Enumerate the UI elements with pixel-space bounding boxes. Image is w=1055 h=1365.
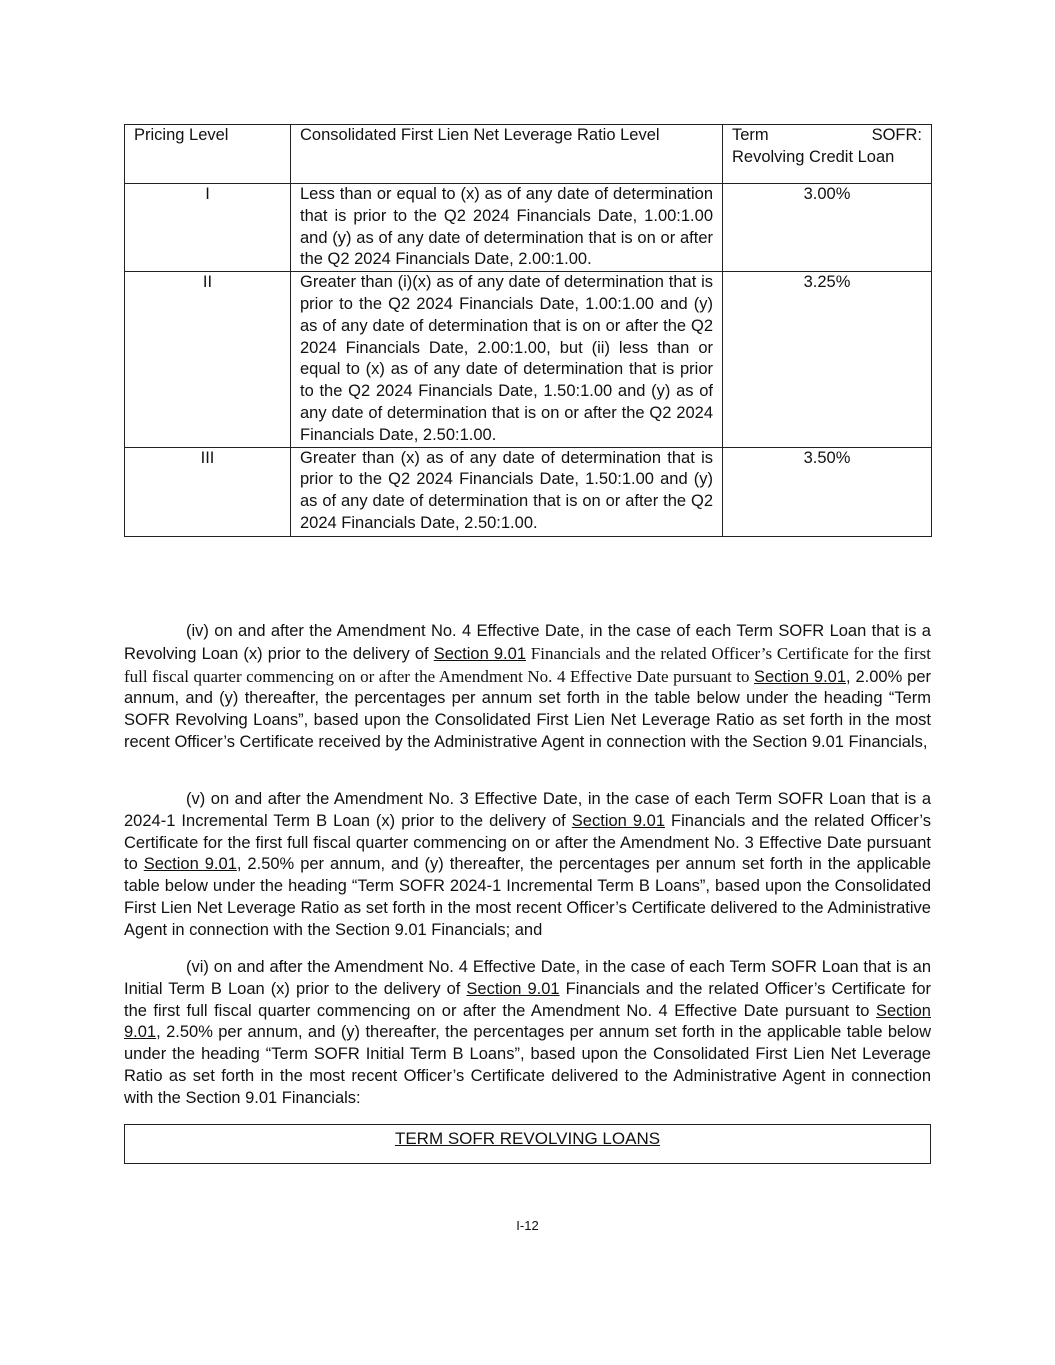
rate-cell: 3.25% [723, 272, 932, 447]
section-heading: TERM SOFR REVOLVING LOANS [394, 1129, 661, 1148]
ratio-description-cell: Less than or equal to (x) as of any date of determination that is prior to the Q2 2024 Financials Date, 1.00:1.00 and (y) as of any date of determination that is on or after the Q2 2024 Financials Date, 2.00:1.00. [291, 184, 723, 272]
section-9-01-link[interactable]: Section 9.01 [466, 979, 560, 998]
paragraph-iv [124, 621, 931, 754]
ratio-description-cell: Greater than (i)(x) as of any date of determination that is prior to the Q2 2024 Financials Date, 1.00:1.00 and (y) as of any date of determination that is on or after the Q2 2024 Financials Date, 2.00:1.00, but (ii) less than or equal to (x) as of any date of determination that is prior to the Q2 2024 Financials Date, 1.50:1.00 and (y) as of any date of determination that is on or after the Q2 2024 Financials Date, 2.50:1.00. [291, 272, 723, 447]
header-ratio-level: Consolidated First Lien Net Leverage Ratio Level [291, 125, 723, 184]
paragraph-v-text-b: Financials and the related Officer’s Certificate for the first full fiscal quarter commencing on or after the Amendment No. 3 Effective Date pursuant to [124, 811, 931, 874]
rate-cell: 3.50% [723, 447, 932, 536]
header-term-word: Term [732, 126, 769, 144]
pricing-level-cell: I [125, 184, 291, 272]
pricing-level-cell: II [125, 272, 291, 447]
paragraph-iv-text-a: (iv) on and after the Amendment No. 4 Effective Date, in the case of each Term SOFR Loan that is a Revolving Loan (x) prior to the delivery of [124, 622, 931, 663]
rate-cell: 3.00% [723, 184, 932, 272]
ratio-description-cell: Greater than (x) as of any date of determination that is prior to the Q2 2024 Financials Date, 1.50:1.00 and (y) as of any date of determination that is on or after the Q2 2024 Financials Date, 2.50:1.00. [291, 447, 723, 536]
header-revolving-credit-loan: Revolving Credit Loan [732, 147, 895, 166]
paragraph-vi-text-a: (vi) on and after the Amendment No. 4 Effective Date, in the case of each Term SOFR Loan that is an Initial Term B Loan (x) prior to the delivery of [124, 958, 931, 998]
paragraph-v-text-c: , 2.50% per annum, and (y) thereafter, the percentages per annum set forth in the applicable table below under the heading “Term SOFR 2024-1 Incremental Term B Loans”, based upon the Consolidated First Lien Net Leverage Ratio as set forth in the most recent Officer’s Certificate delivered to the Administrative Agent in connection with the Section 9.01 Financials; and [124, 855, 931, 939]
section-9-01-link[interactable]: Section 9.01 [143, 855, 237, 874]
page-number: I-12 [516, 1218, 539, 1233]
paragraph-iv-text-b: Financials and the related Officer’s Certificate for the first full fiscal quarter commencing on or after the Amendment No. 4 Effective Date pursuant to [124, 643, 931, 686]
header-term-sofr [723, 125, 932, 184]
header-pricing-level: Pricing Level [125, 125, 291, 184]
pricing-level-cell: III [125, 447, 291, 536]
paragraph-v [124, 789, 931, 942]
table-row [125, 184, 932, 272]
section-9-01-link[interactable]: Section 9.01 [433, 644, 526, 663]
section-9-01-link[interactable]: Section 9.01 [571, 811, 665, 830]
section-9-01-link[interactable]: Section 9.01 [124, 1001, 931, 1042]
paragraph-v-text-a: (v) on and after the Amendment No. 3 Effective Date, in the case of each Term SOFR Loan that is a 2024-1 Incremental Term B Loan (x) prior to the delivery of [124, 790, 931, 830]
paragraph-vi-text-b: Financials and the related Officer’s Certificate for the first full fiscal quarter commencing on or after the Amendment No. 4 Effective Date pursuant to [124, 979, 932, 1020]
section-9-01-link[interactable]: Section 9.01 [754, 667, 847, 686]
table-row [125, 447, 932, 536]
section-heading-box [124, 1124, 931, 1164]
paragraph-iv-text-c: , 2.00% per annum, and (y) thereafter, the percentages per annum set forth in the table below under the heading “Term SOFR Revolving Loans”, based upon the Consolidated First Lien Net Leverage Ratio as set forth in the most recent Officer’s Certificate received by the Administrative Agent in connection with the Section 9.01 Financials, [124, 667, 931, 751]
header-sofr-word: SOFR: [871, 126, 922, 144]
table-row [125, 272, 932, 447]
paragraph-vi-text-c: , 2.50% per annum, and (y) thereafter, the percentages per annum set forth in the applicable table below under the heading “Term SOFR Initial Term B Loans”, based upon the Consolidated First Lien Net Leverage Ratio as set forth in the most recent Officer’s Certificate delivered to the Administrative Agent in connection with the Section 9.01 Financials: [124, 1023, 931, 1107]
pricing-table [124, 124, 932, 537]
paragraph-vi [124, 957, 931, 1110]
table-header-row [125, 125, 932, 184]
